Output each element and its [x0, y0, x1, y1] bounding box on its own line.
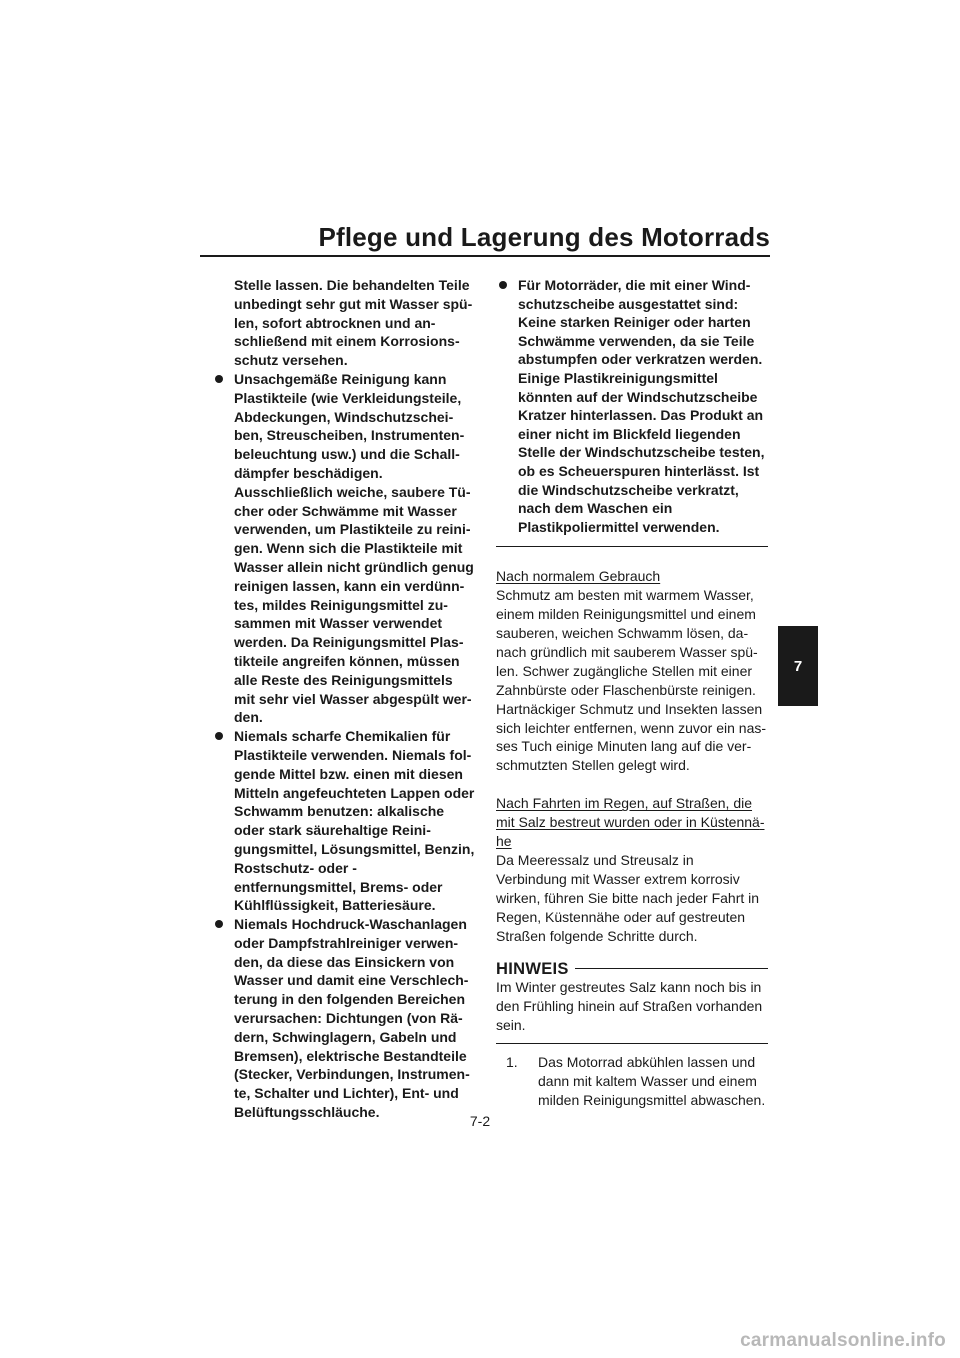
left-column — [212, 276, 477, 1122]
bullet-item — [496, 276, 768, 536]
bullet-dot-icon — [215, 732, 223, 740]
hinweis-header — [496, 960, 768, 979]
hinweis-text: Im Winter gestreutes Salz kann noch bis in den Frühling hinein auf Straßen vorhanden sein. — [496, 979, 763, 1034]
notice-end-rule — [496, 546, 768, 547]
bullet-dot-icon — [215, 375, 223, 383]
chapter-tab — [778, 626, 818, 706]
page-number: 7-2 — [469, 1113, 491, 1129]
hinweis-label: HINWEIS — [496, 959, 569, 978]
bullet-text: Niemals scharfe Chemikalien für Plastikteile verwenden. Niemals folgende Mittel bzw. einen mit diesen Mitteln angefeuchteten Lappen oder Schwamm benutzen: alkalische oder stark säurehaltige Reinigungsmittel, Lösungsmittel, Benzin, Rostschutz- oder -entfernungsmittel, Brems- oder Kühlflüssigkeit, Batteriesäure. — [234, 728, 475, 914]
bullet-item — [212, 915, 477, 1122]
step-item — [506, 1053, 768, 1110]
bullet-item — [212, 727, 477, 915]
title-divider — [200, 255, 770, 257]
bullet-text: Unsachgemäße Reinigung kann Plastikteile (wie Verkleidungsteile, Abdeckungen, Windschutzscheiben, Streuscheiben, Instrumentenbeleuchtung usw.) und die Schalldämpfer beschädigen. Ausschließlich weiche, saubere Tücher oder Schwämme mit Wasser verwenden, um Plastikteile zu reinigen. Wenn sich die Plastikteile mit Wasser allein nicht gründlich genug reinigen lassen, kann ein verdünntes, mildes Reinigungsmittel zusammen mit Wasser verwendet werden. Da Reinigungsmittel Plastikteile angreifen können, müssen alle Reste des Reinigungsmittels mit sehr viel Wasser abgespült werden. — [234, 370, 474, 726]
hinweis-end-rule — [496, 1043, 768, 1044]
section-heading: Nach Fahrten im Regen, auf Straßen, die mit Salz bestreut wurden oder in Küstennähe — [496, 795, 765, 850]
section-heading: Nach normalem Gebrauch — [496, 568, 661, 585]
step-number: 1. — [506, 1054, 518, 1071]
right-column — [496, 276, 768, 1110]
hinweis-line — [575, 968, 768, 969]
bullet-dot-icon — [215, 920, 223, 928]
section-text: Schmutz am besten mit warmem Wasser, einem milden Reinigungsmittel und einem sauberen, weichen Schwamm lösen, danach gründlich mit sauberem Wasser spülen. Schwer zugängliche Stellen mit einer Zahnbürste oder Flaschenbürste reinigen. Hartnäckiger Schmutz und Insekten lassen sich leichter entfernen, wenn zuvor ein nasses Tuch einige Minuten lang auf die verschmutzten Stellen gelegt wird. — [496, 587, 767, 774]
bullet-item — [212, 370, 477, 727]
page-title: Pflege und Lagerung des Motorrads — [318, 222, 770, 252]
bullet-text: Für Motorräder, die mit einer Windschutzscheibe ausgestattet sind: Keine starken Reiniger oder harten Schwämme verwenden, da sie Teile abstumpfen oder verkratzen werden. Einige Plastikreinigungsmittel könnten auf der Windschutzscheibe Kratzer hinterlassen. Das Produkt an einer nicht im Blickfeld liegenden Stelle der Windschutzscheibe testen, ob es Scheuerspuren hinterlässt. Ist die Windschutzscheibe verkratzt, nach dem Waschen ein Plastikpoliermittel verwenden. — [518, 277, 765, 535]
continued-paragraph: Stelle lassen. Die behandelten Teile unbedingt sehr gut mit Wasser spülen, sofort abtrocknen und anschließend mit einem Korrosionsschutz versehen. — [234, 277, 473, 369]
chapter-number: 7 — [793, 657, 803, 675]
bullet-text: Niemals Hochdruck-Waschanlagen oder Dampfstrahlreiniger verwenden, da diese das Einsickern von Wasser und damit eine Verschlechterung in den folgenden Bereichen verursachen: Dichtungen (von Rädern, Schwinglagern, Gabeln und Bremsen), elektrische Bestandteile (Stecker, Verbindungen, Instrumente, Schalter und Lichter), Ent- und Belüftungsschläuche. — [234, 916, 470, 1121]
section-text: Da Meeressalz und Streusalz in Verbindung mit Wasser extrem korrosiv wirken, führen Sie bitte nach jeder Fahrt in Regen, Küstennähe oder auf gestreuten Straßen folgende Schritte durch. — [496, 852, 760, 944]
step-text: Das Motorrad abkühlen lassen und dann mit kaltem Wasser und einem milden Reinigungsmittel abwaschen. — [538, 1054, 766, 1108]
watermark: carmanualsonline.info — [740, 1330, 946, 1351]
bullet-dot-icon — [499, 281, 507, 289]
